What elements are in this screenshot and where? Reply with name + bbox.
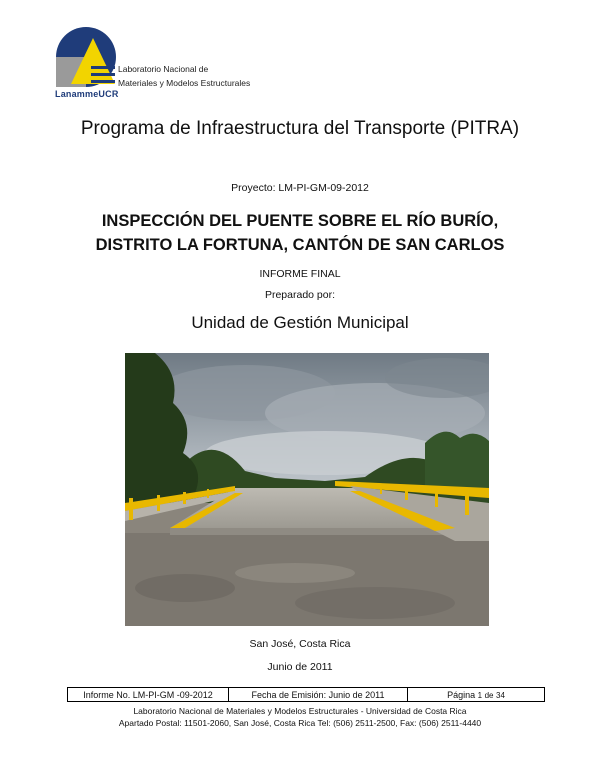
logo-text-line1: Laboratorio Nacional de [118,64,209,74]
project-code: Proyecto: LM-PI-GM-09-2012 [231,182,369,194]
footer-report-number: Informe No. LM-PI-GM -09-2012 [68,688,229,702]
document-title-line1: INSPECCIÓN DEL PUENTE SOBRE EL RÍO BURÍO, [101,212,499,230]
publication-date: Junio de 2011 [267,661,333,673]
document-title-line2: DISTRITO LA FORTUNA, CANTÓN DE SAN CARLOS [95,236,505,254]
footer-page-sep: de [484,690,494,700]
logo-text [118,62,250,90]
footer-address-line2: Apartado Postal: 11501-2060, San José, Costa Rica Tel: (506) 2511-2500, Fax: (506) 2511-4440 [118,718,482,728]
footer-page-total: 34 [496,690,505,700]
lanamme-logo [55,26,117,88]
report-type: INFORME FINAL [259,268,341,280]
footer-page-number [408,688,545,702]
location: San José, Costa Rica [249,638,351,650]
footer-page-label: Página [447,689,476,700]
bridge-photo [125,353,489,626]
footer-issue-date: Fecha de Emisión: Junio de 2011 [229,688,408,702]
prepared-by-label: Preparado por: [264,289,336,301]
footer-address-line1: Laboratorio Nacional de Materiales y Modelos Estructurales - Universidad de Costa Rica [133,706,467,716]
prepared-by-unit: Unidad de Gestión Municipal [191,313,409,332]
footer-info-table [67,687,545,702]
program-title: Programa de Infraestructura del Transporte (PITRA) [80,118,520,139]
footer-page-current: 1 [477,690,483,700]
logo-caption: LanammeUCR [55,89,119,99]
document-title [0,209,600,257]
logo-text-line2: Materiales y Modelos Estructurales [118,78,251,88]
